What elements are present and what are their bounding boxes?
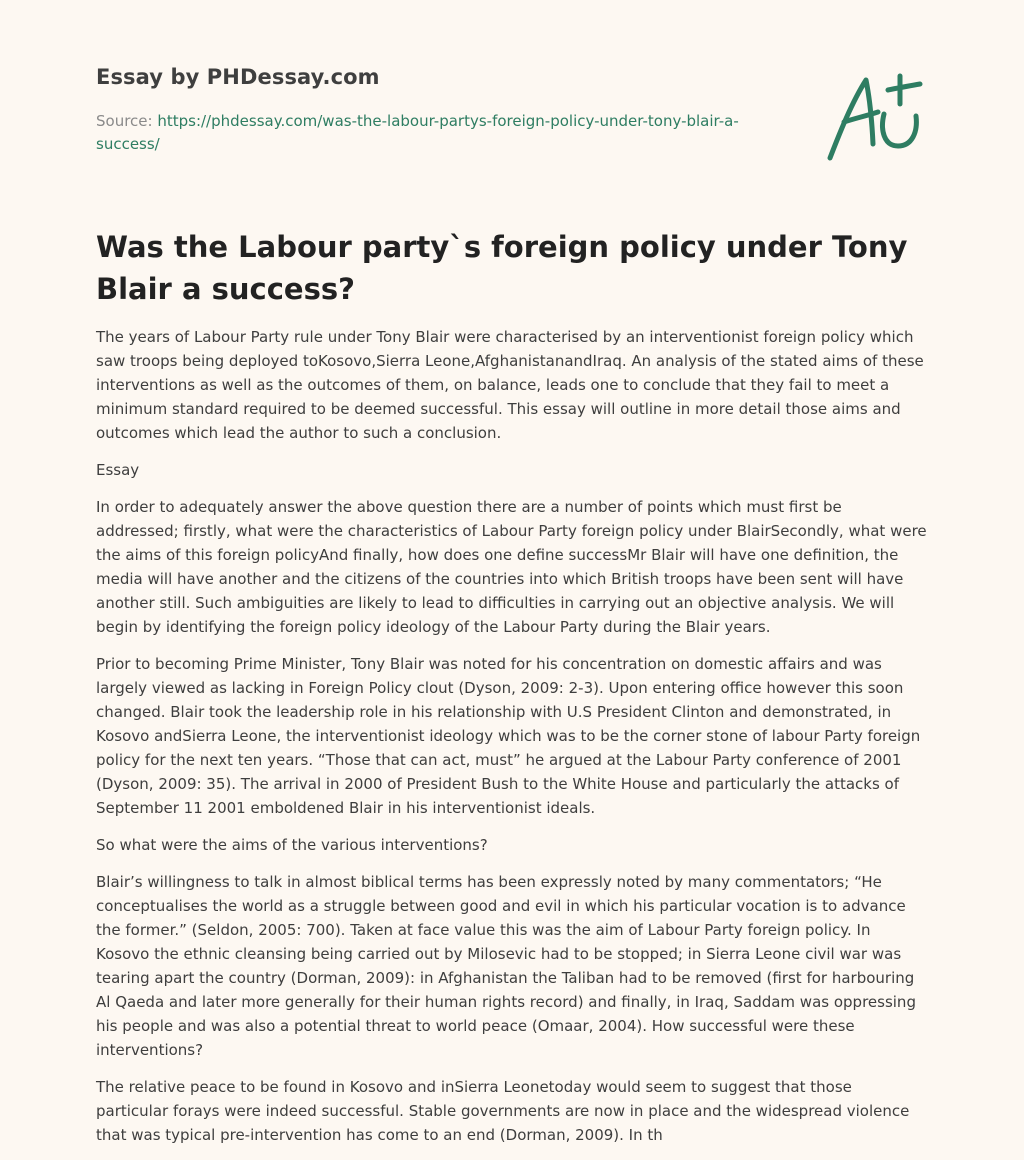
essay-title: Was the Labour party`s foreign policy under Tony Blair a success? [96, 230, 908, 306]
paragraph: In order to adequately answer the above question there are a number of points which must first be addressed; firstly, what were the characteristics of Labour Party foreign policy under BlairSecondly, what were the aims of this foreign policyAnd finally, how does one define successMr Blair will have one definition, the media will have another and the citizens of the countries into which British troops have been sent will have another still. Such ambiguities are likely to lead to difficulties in carrying out an objective analysis. We will begin by identifying the foreign policy ideology of the Labour Party during the Blair years. [96, 498, 927, 636]
source-line [96, 110, 776, 156]
essay-body [96, 325, 928, 1160]
section-label-essay: Essay [96, 461, 140, 479]
paragraph: Blair’s willingness to talk in almost biblical terms has been expressly noted by many commentators; “He conceptualises the world as a struggle between good and evil in which his particular vocation is to advance the former.” (Seldon, 2005: 700). Taken at face value this was the aim of Labour Party foreign policy. In Kosovo the ethnic cleansing being carried out by Milosevic had to be stopped; in Sierra Leone civil war was tearing apart the country (Dorman, 2009): in Afghanistan the Taliban had to be removed (first for harbouring Al Qaeda and later more generally for their human rights record) and finally, in Iraq, Saddam was oppressing his people and was also a potential threat to world peace (Omaar, 2004). How successful were these interventions? [96, 873, 916, 1059]
source-link[interactable]: https://phdessay.com/was-the-labour-partys-foreign-policy-under-tony-blair-a-success/ [96, 112, 739, 153]
a-plus-grade-logo-icon [826, 70, 926, 162]
paragraph: The relative peace to be found in Kosovo and inSierra Leonetoday would seem to suggest that those particular forays were indeed successful. Stable governments are now in place and the widespread violence that was typical pre-intervention has come to an end (Dorman, 2009). In th [96, 1078, 910, 1144]
source-label: Source: [96, 112, 158, 130]
paragraph: So what were the aims of the various interventions? [96, 836, 488, 854]
paragraph-intro: The years of Labour Party rule under Tony Blair were characterised by an interventionist foreign policy which saw troops being deployed toKosovo,Sierra Leone,AfghanistanandIraq. An analysis of the stated aims of these interventions as well as the outcomes of them, on balance, leads one to conclude that they fail to meet a minimum standard required to be deemed successful. This essay will outline in more detail those aims and outcomes which lead the author to such a conclusion. [96, 328, 924, 442]
paragraph: Prior to becoming Prime Minister, Tony Blair was noted for his concentration on domestic affairs and was largely viewed as lacking in Foreign Policy clout (Dyson, 2009: 2-3). Upon entering office however this soon changed. Blair took the leadership role in his relationship with U.S President Clinton and demonstrated, in Kosovo andSierra Leone, the interventionist ideology which was to be the corner stone of labour Party foreign policy for the next ten years. “Those that can act, must” he argued at the Labour Party conference of 2001 (Dyson, 2009: 35). The arrival in 2000 of President Bush to the White House and particularly the attacks of September 11 2001 emboldened Blair in his interventionist ideals. [96, 655, 921, 817]
site-brand: Essay by PHDessay.com [96, 65, 380, 89]
